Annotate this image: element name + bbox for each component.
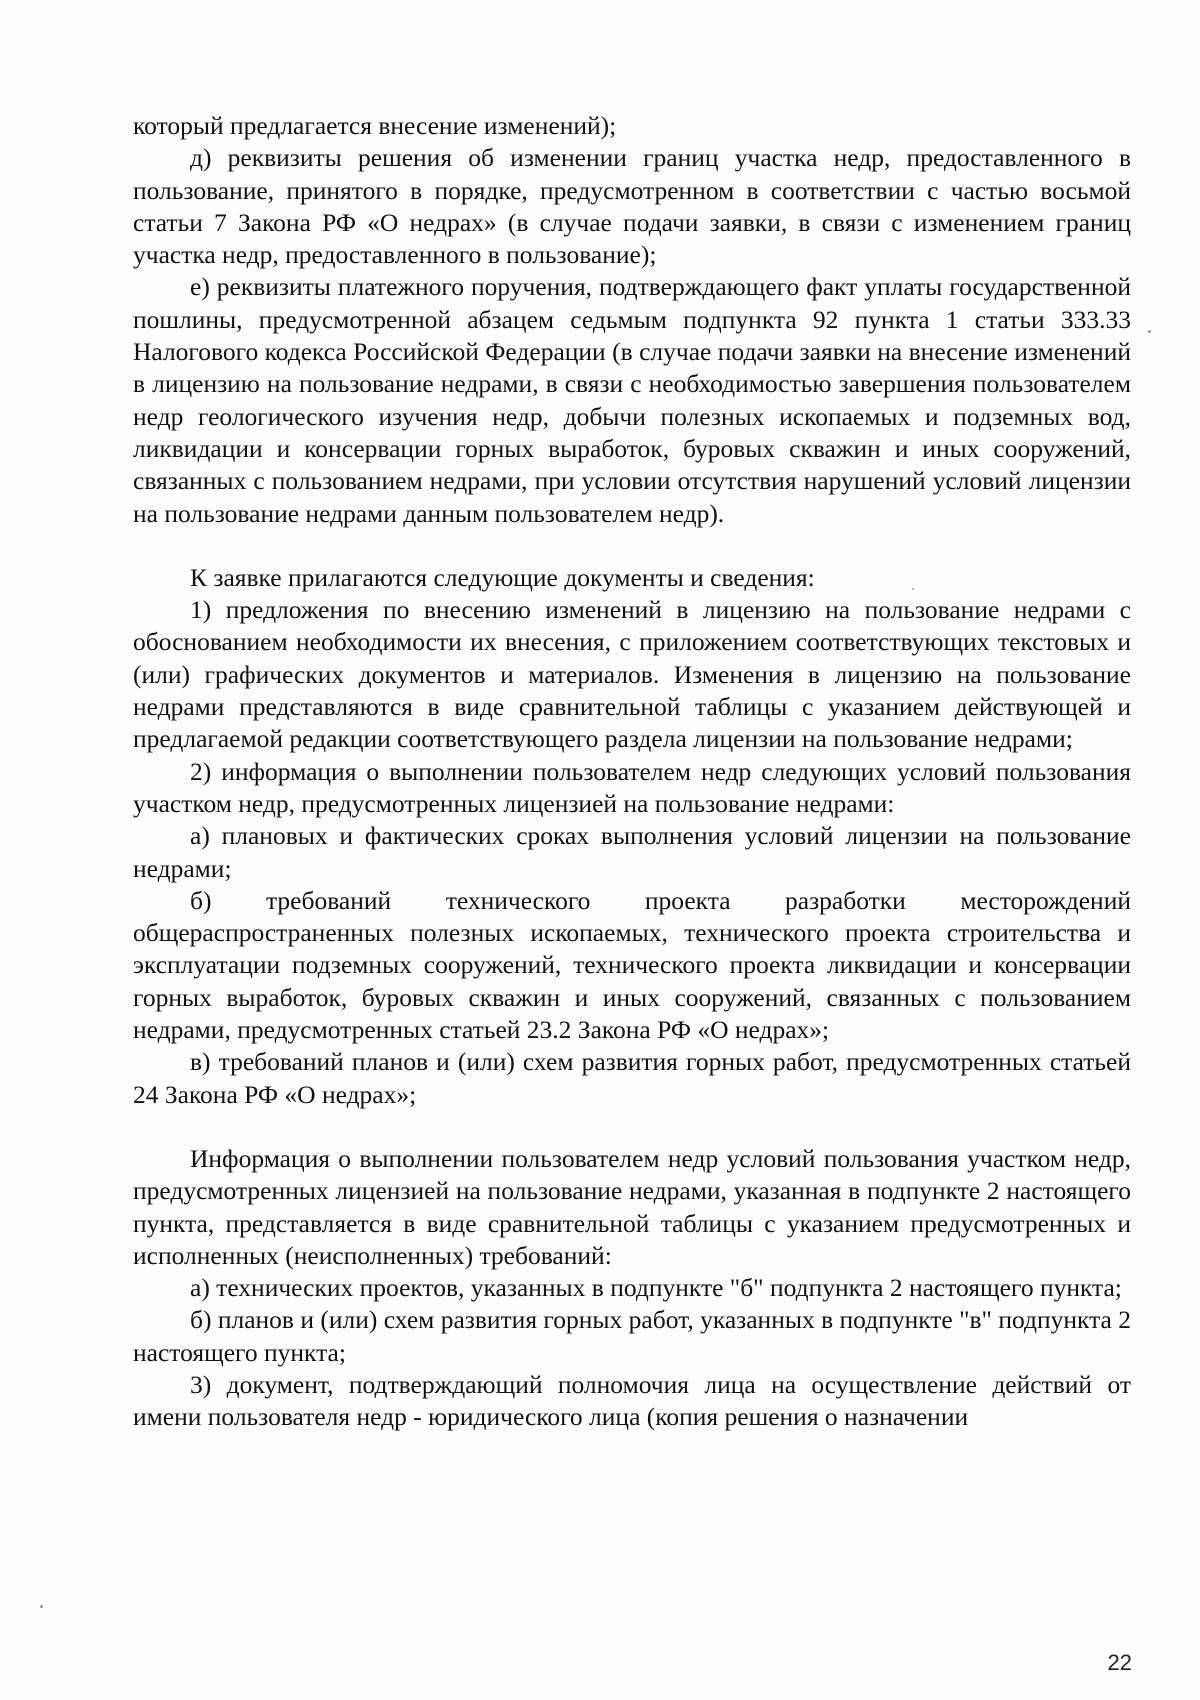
paragraph-information-note: Информация о выполнении пользователем недр условий пользования участком недр, предусмотренных лицензией на пользование недрами, указанная в подпункте 2 настоящего пункта, представляется в виде сравнительной таблицы с указанием предусмотренных и исполненных (неисполненных) требований: xyxy=(133,1143,1131,1270)
scan-speck xyxy=(1148,330,1151,333)
document-body xyxy=(133,110,1131,1434)
paragraph-information-a: а) технических проектов, указанных в подпункте "б" подпункта 2 настоящего пункта; xyxy=(190,1273,1122,1303)
paragraph-attachment-2a: а) плановых и фактических сроках выполнения условий лицензии на пользование недрами; xyxy=(133,821,1131,883)
paragraph-attachment-2v: в) требований планов и (или) схем развития горных работ, предусмотренных статьей 24 Закона РФ «О недрах»; xyxy=(133,1047,1131,1109)
page-number: 22 xyxy=(1107,1650,1132,1675)
paragraph-attachment-3: 3) документ, подтверждающий полномочия лица на осуществление действий от имени пользователя недр - юридического лица (копия решения о назначении xyxy=(133,1369,1131,1432)
scan-speck xyxy=(912,588,914,590)
paragraph-continuation: который предлагается внесение изменений); xyxy=(133,111,617,140)
paragraph-attachment-2: 2) информация о выполнении пользователем недр следующих условий пользования участком недр, предусмотренных лицензией на пользование недрами: xyxy=(133,756,1131,818)
scan-speck xyxy=(40,1605,43,1608)
paragraph-information-b: б) планов и (или) схем развития горных работ, указанных в подпункте "в" подпункта 2 настоящего пункта; xyxy=(133,1305,1131,1367)
paragraph-item-d: д) реквизиты решения об изменении границ участка недр, предоставленного в пользование, принятого в порядке, предусмотренном в соответствии с частью восьмой статьи 7 Закона РФ «О недрах» (в случае подачи заявки, в связи с изменением границ участка недр, предоставленного в пользование); xyxy=(133,143,1131,270)
paragraph-attachment-1: 1) предложения по внесению изменений в лицензию на пользование недрами с обоснованием необходимости их внесения, с приложением соответствующих текстовых и (или) графических документов и материалов. Изменения в лицензию на пользование недрами представляются в виде сравнительной таблицы с указанием действующей и предлагаемой редакции соответствующего раздела лицензии на пользование недрами; xyxy=(133,595,1131,754)
paragraph-item-e: е) реквизиты платежного поручения, подтверждающего факт уплаты государственной пошлины, предусмотренной абзацем седьмым подпункта 92 пункта 1 статьи 333.33 Налогового кодекса Российской Федерации (в случае подачи заявки на внесение изменений в лицензию на пользование недрами, в связи с необходимостью завершения пользователем недр геологического изучения недр, добычи полезных ископаемых и подземных вод, ликвидации и консервации горных выработок, буровых скважин и иных сооружений, связанных с пользованием недрами, при условии отсутствия нарушений условий лицензии на пользование недрами данным пользователем недр). xyxy=(133,272,1131,528)
paragraph-attachment-2b: б) требований технического проекта разработки месторождений общераспространенных полезных ископаемых, технического проекта строительства и эксплуатации подземных сооружений, технического проекта ликвидации и консервации горных выработок, буровых скважин и иных сооружений, связанных с пользованием недрами, предусмотренных статьей 23.2 Закона РФ «О недрах»; xyxy=(133,885,1131,1045)
paragraph-attachments-intro: К заявке прилагаются следующие документы и сведения: xyxy=(190,562,815,592)
